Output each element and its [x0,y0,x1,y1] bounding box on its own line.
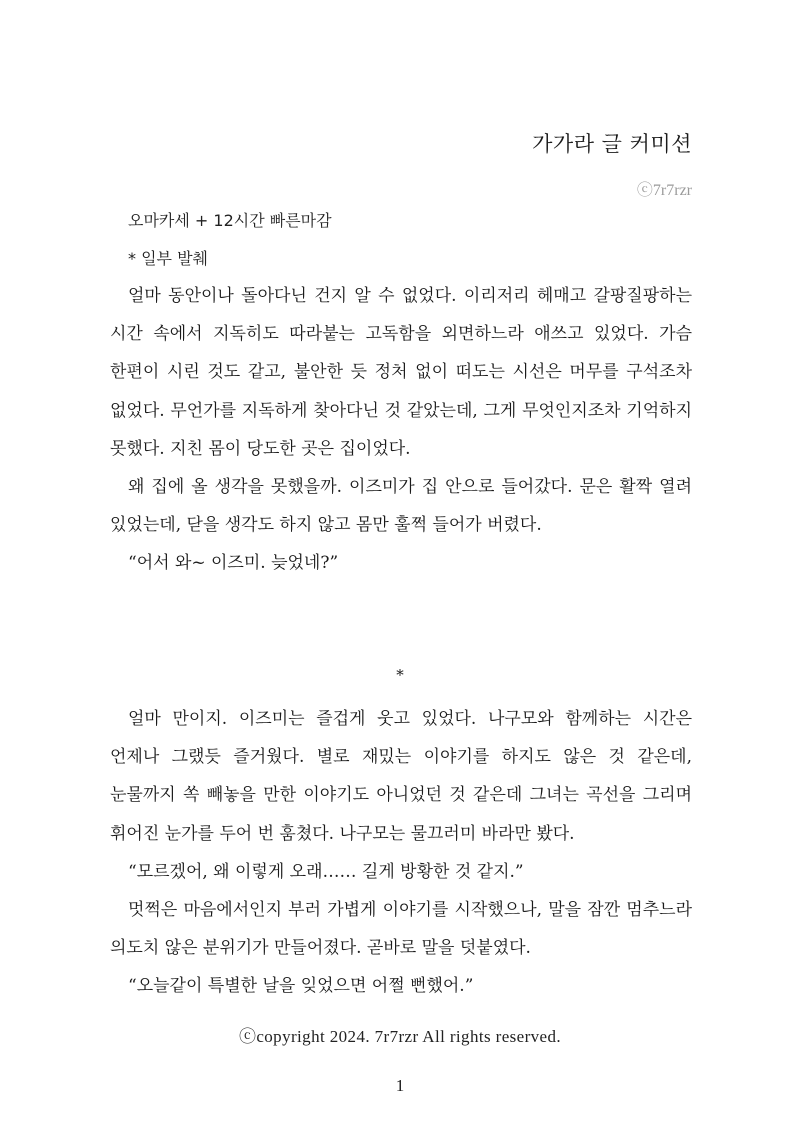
dialogue-line: “오늘같이 특별한 날을 잊었으면 어쩔 뻔했어.” [128,976,474,997]
commission-type: 오마카세 + 12시간 빠른마감 [128,211,332,230]
paragraph: 왜 집에 올 생각을 못했을까. 이즈미가 집 안으로 들어갔다. 문은 활짝 열려 있었는데, 닫을 생각도 하지 않고 몸만 훌쩍 들어가 버렸다. [110,477,692,536]
paragraph: 얼마 동안이나 돌아다닌 건지 알 수 없었다. 이리저리 헤매고 갈팡질팡하는 시간 속에서 지독히도 따라붙는 고독함을 외면하느라 애쓰고 있었다. 가슴 한편이 시린 것도 같고, 불안한 듯 정처 없이 떠도는 시선은 머무를 구석조차 없었다. 무언가를 지독하게 찾아다닌 것 같았는데, 그게 무엇인지조차 기억하지 못했다. 지친 몸이 당도한 곳은 집이었다. [110,286,692,459]
document-title: 가가라 글 커미션 [532,132,692,156]
dialogue-line: “어서 와~ 이즈미. 늦었네?” [128,553,339,574]
excerpt-note: * 일부 발췌 [128,249,208,268]
page-number: 1 [395,1076,405,1095]
section-divider: * [396,666,404,684]
paragraph: 멋쩍은 마음에서인지 부러 가볍게 이야기를 시작했으나, 말을 잠깐 멈추느라 의도치 않은 분위기가 만들어졌다. 곧바로 말을 덧붙였다. [110,900,692,959]
paragraph: 얼마 만이지. 이즈미는 즐겁게 웃고 있었다. 나구모와 함께하는 시간은 언제나 그랬듯 즐거웠다. 별로 재밌는 이야기를 하지도 않은 것 같은데, 눈물까지 쏙 빼놓을 만한 이야기도 아니었던 것 같은데 그녀는 곡선을 그리며 휘어진 눈가를 두어 번 훔쳤다. 나구모는 물끄러미 바라만 봤다. [110,709,692,844]
copyright-notice: ⓒcopyright 2024. 7r7rzr All rights reserved. [238,1027,562,1046]
dialogue-line: “모르겠어, 왜 이렇게 오래…… 길게 방황한 것 같지.” [128,861,524,882]
author-credit: ⓒ7r7rzr [636,182,692,199]
story-section-1 [110,277,692,583]
story-section-2 [110,700,692,1006]
